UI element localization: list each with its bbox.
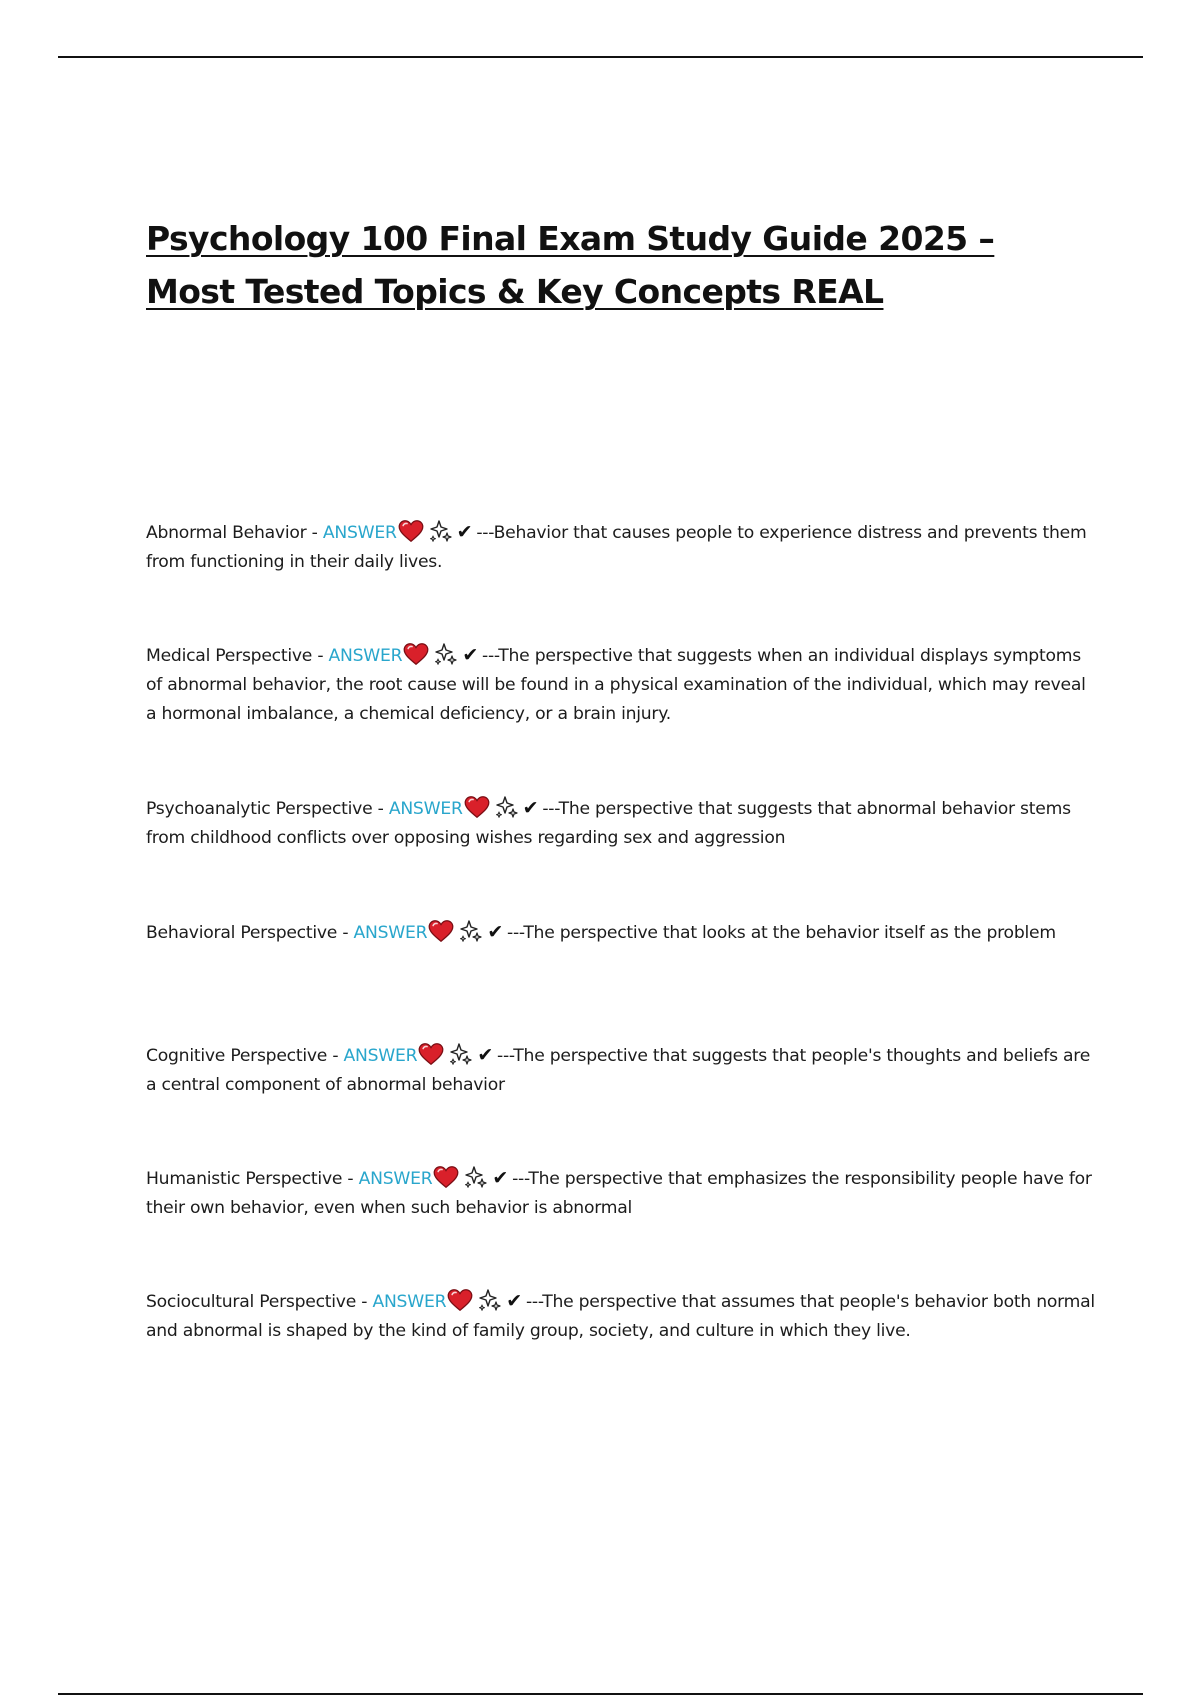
qa-entry-sociocultural-perspective (146, 1287, 1096, 1346)
check-icon: ✔ (492, 1167, 509, 1189)
entry-separator: - (372, 799, 389, 819)
entry-separator: - (306, 523, 323, 543)
entry-separator: - (356, 1292, 373, 1312)
sparkle-icon (459, 919, 483, 943)
sparkle-icon (495, 795, 519, 819)
answer-label: ANSWER (322, 523, 397, 543)
qa-entry-cognitive-perspective (146, 1041, 1096, 1100)
entry-term: Psychoanalytic Perspective (146, 799, 373, 819)
answer-label: ANSWER (372, 1292, 447, 1312)
definition-prefix: --- (507, 923, 524, 943)
qa-entry-psychoanalytic-perspective (146, 794, 1096, 853)
document-title: Psychology 100 Final Exam Study Guide 2025 – Most Tested Topics & Key Concepts REAL (146, 219, 995, 311)
definition-prefix: --- (512, 1169, 529, 1189)
entry-term: Humanistic Perspective (146, 1169, 343, 1189)
check-icon: ✔ (477, 1044, 494, 1066)
heart-icon (464, 796, 490, 818)
heart-icon (433, 1166, 459, 1188)
answer-label: ANSWER (353, 923, 428, 943)
qa-entry-medical-perspective (146, 641, 1096, 729)
entry-separator: - (312, 646, 329, 666)
header-rule (58, 56, 1143, 58)
check-icon: ✔ (522, 797, 539, 819)
entry-definition: The perspective that looks at the behavior itself as the problem (523, 923, 1056, 943)
heart-icon (398, 520, 424, 542)
sparkle-icon (478, 1288, 502, 1312)
heart-icon (403, 643, 429, 665)
answer-label: ANSWER (343, 1046, 418, 1066)
definition-prefix: --- (497, 1046, 514, 1066)
answer-label: ANSWER (328, 646, 403, 666)
entry-term: Sociocultural Perspective (146, 1292, 357, 1312)
definition-prefix: --- (525, 1292, 543, 1312)
entry-separator: - (337, 923, 354, 943)
check-icon: ✔ (462, 644, 478, 666)
sparkle-icon (449, 1042, 473, 1066)
sparkle-icon (429, 519, 453, 543)
entry-term: Abnormal Behavior (146, 523, 307, 543)
entry-term: Cognitive Perspective (146, 1046, 328, 1066)
check-icon: ✔ (487, 921, 504, 943)
entry-definition: The perspective that suggests when an individual displays symptoms of abnormal behavior, the root cause will be found in a physical examination of the individual, which may reveal a hormonal imbalance, a chemical deficiency, or a brain injury. (146, 646, 1086, 724)
entry-definition: The perspective that assumes that people's behavior both normal and abnormal is shaped by the kind of family group, society, and culture in which they live. (146, 1292, 1095, 1341)
check-icon: ✔ (506, 1290, 522, 1312)
entry-term: Behavioral Perspective (146, 923, 338, 943)
entry-separator: - (342, 1169, 359, 1189)
definition-prefix: --- (542, 799, 559, 819)
answer-label: ANSWER (358, 1169, 433, 1189)
entry-definition: The perspective that emphasizes the responsibility people have for their own behavior, even when such behavior is abnormal (146, 1169, 1092, 1218)
entry-definition: The perspective that suggests that abnormal behavior stems from childhood conflicts over opposing wishes regarding sex and aggression (146, 799, 1071, 848)
definition-prefix: --- (476, 523, 494, 543)
qa-entry-humanistic-perspective (146, 1164, 1096, 1223)
heart-icon (418, 1043, 444, 1065)
footer-rule (58, 1693, 1143, 1695)
entry-definition: Behavior that causes people to experience distress and prevents them from functioning in their daily lives. (146, 523, 1087, 572)
qa-entry-behavioral-perspective (146, 918, 1096, 948)
entry-definition: The perspective that suggests that people's thoughts and beliefs are a central component of abnormal behavior (146, 1046, 1091, 1095)
qa-entry-abnormal-behavior (146, 518, 1096, 577)
entry-term: Medical Perspective (146, 646, 313, 666)
answer-label: ANSWER (388, 799, 463, 819)
heart-icon (447, 1289, 473, 1311)
definition-prefix: --- (482, 646, 499, 666)
sparkle-icon (464, 1165, 488, 1189)
entry-separator: - (327, 1046, 344, 1066)
check-icon: ✔ (456, 521, 473, 543)
heart-icon (428, 920, 454, 942)
sparkle-icon (434, 642, 458, 666)
